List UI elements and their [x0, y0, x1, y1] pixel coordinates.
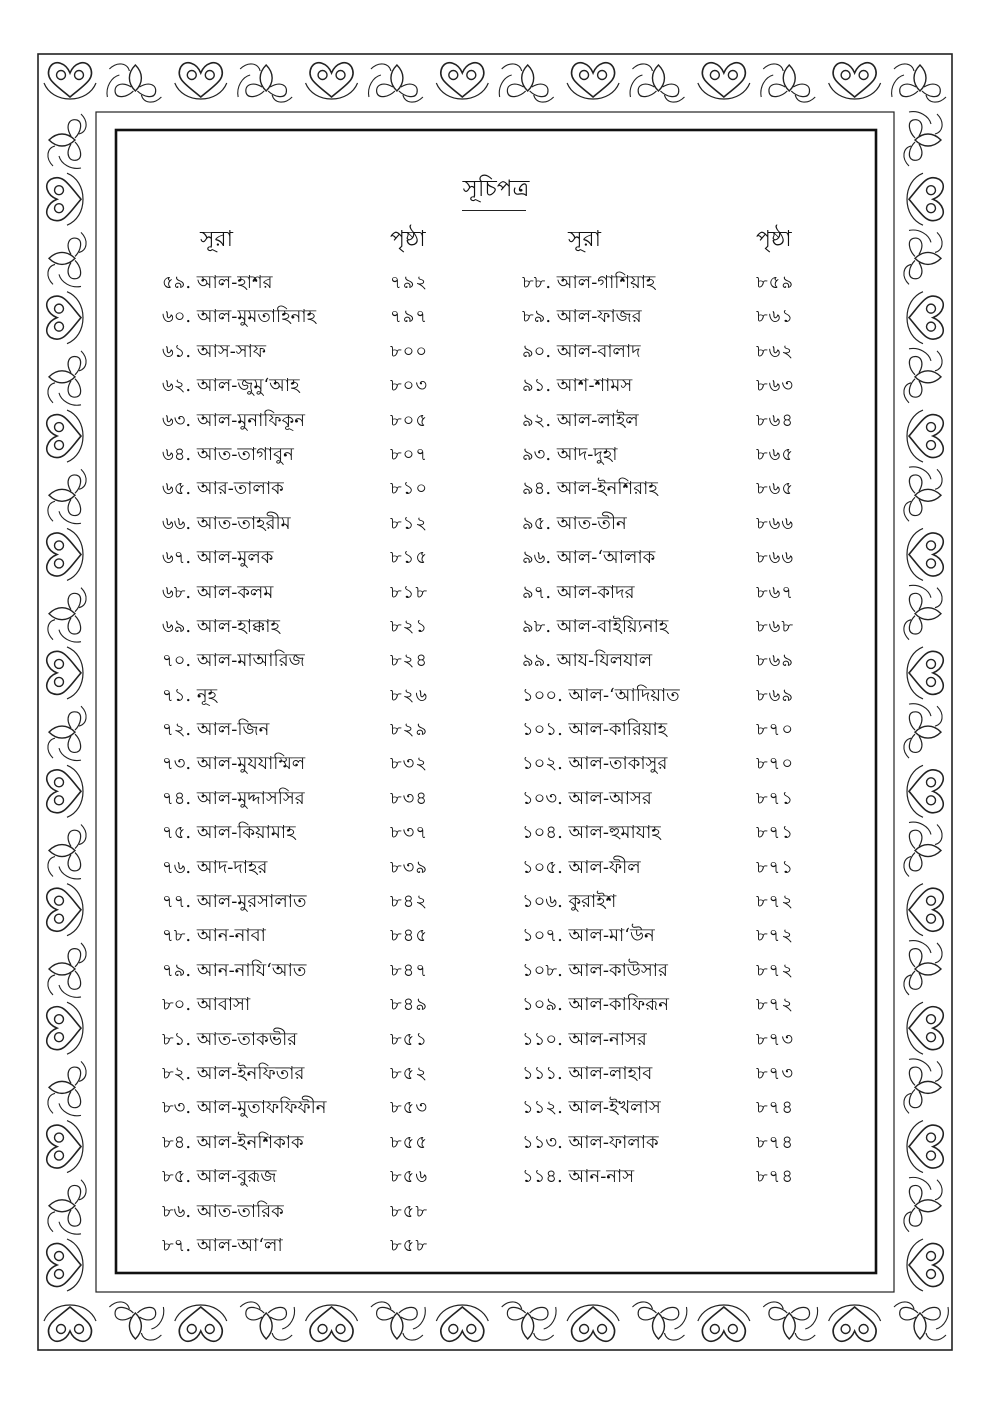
- heart-scroll-ornament: [907, 528, 943, 580]
- toc-entry: [162, 986, 462, 1020]
- sura-name: ৭৩. আল-মুযযাম্মিল: [162, 753, 306, 775]
- sura-name: ৯৬. আল-‘আলাক: [522, 547, 656, 569]
- page-number: ৮৭২: [756, 891, 795, 913]
- toc-entry: [522, 917, 822, 951]
- flower-ornament: [48, 114, 86, 168]
- sura-name: ১১২. আল-ইখলাস: [522, 1097, 661, 1119]
- toc-entry: [522, 1124, 822, 1158]
- sura-name: ৯৯. আয-যিলযাল: [522, 650, 653, 672]
- toc-entry: [162, 608, 462, 642]
- header-sura: সূরা: [568, 227, 602, 252]
- column-header: [522, 218, 822, 264]
- flower-ornament: [630, 64, 684, 102]
- heart-scroll-ornament: [698, 63, 750, 99]
- toc-entry: [522, 814, 822, 848]
- toc-entry: [522, 298, 822, 332]
- flower-ornament: [48, 943, 86, 997]
- toc-entry: [162, 505, 462, 539]
- sura-name: ৯১. আশ-শামস: [522, 375, 633, 397]
- heart-scroll-ornament: [47, 292, 83, 344]
- sura-name: ৭৯. আন-নাযি‘আত: [162, 959, 307, 981]
- toc-entry: [522, 264, 822, 298]
- column-header: [162, 218, 462, 264]
- sura-name: ৭৬. আদ-দাহর: [162, 856, 268, 878]
- page-number: ৮৫৫: [390, 1131, 429, 1153]
- toc-entry: [162, 1193, 462, 1227]
- sura-name: ৯৮. আল-বাইয়্যিনাহ: [522, 615, 669, 637]
- flower-ornament: [904, 941, 942, 995]
- heart-scroll-ornament: [47, 1121, 83, 1173]
- flower-ornament: [240, 1302, 294, 1340]
- page-number: ৮৭০: [756, 753, 795, 775]
- page-number: ৮৫৬: [390, 1166, 429, 1188]
- flower-ornament: [499, 64, 553, 102]
- toc-entry: [162, 1089, 462, 1123]
- heart-scroll-ornament: [47, 765, 83, 817]
- toc-entry: [522, 470, 822, 504]
- flower-ornament: [904, 112, 942, 166]
- heart-scroll-ornament: [907, 647, 943, 699]
- sura-name: ৬১. আস-সাফ: [162, 340, 267, 362]
- heart-scroll-ornament: [567, 63, 619, 99]
- flower-ornament: [892, 64, 946, 102]
- page-number: ৮৬৫: [756, 443, 795, 465]
- page-number: ৮৫৩: [390, 1097, 429, 1119]
- flower-ornament: [904, 704, 942, 758]
- sura-name: ৭১. নূহ: [162, 684, 218, 706]
- flower-ornament: [109, 1302, 163, 1340]
- flower-ornament: [369, 64, 423, 102]
- flower-ornament: [761, 64, 815, 102]
- toc-entry: [522, 436, 822, 470]
- toc-entry: [522, 608, 822, 642]
- flower-ornament: [763, 1302, 817, 1340]
- toc-entry: [522, 402, 822, 436]
- sura-name: ৯৭. আল-কাদর: [522, 581, 635, 603]
- flower-ornament: [48, 232, 86, 286]
- page-number: ৮১২: [390, 512, 429, 534]
- toc-entry: [162, 298, 462, 332]
- page-number: ৮৪৫: [390, 925, 429, 947]
- flower-ornament: [48, 469, 86, 523]
- sura-name: ৬২. আল-জুমু‘আহ: [162, 375, 300, 397]
- toc-entry: [162, 917, 462, 951]
- page-number: ৮৭২: [756, 994, 795, 1016]
- sura-name: ৭৪. আল-মুদ্দাসসির: [162, 787, 305, 809]
- toc-entry: [162, 642, 462, 676]
- toc-entry: [522, 849, 822, 883]
- heart-scroll-ornament: [907, 292, 943, 344]
- toc-entry: [162, 677, 462, 711]
- page-number: ৮৪৭: [390, 959, 429, 981]
- toc-entry: [162, 402, 462, 436]
- sura-name: ১০৬. কুরাইশ: [522, 891, 617, 913]
- toc-entry: [522, 780, 822, 814]
- heart-scroll-ornament: [47, 884, 83, 936]
- heart-scroll-ornament: [47, 1239, 83, 1291]
- sura-name: ৭০. আল-মাআরিজ: [162, 650, 305, 672]
- sura-name: ৮৫. আল-বুরূজ: [162, 1166, 277, 1188]
- header-sura: সূরা: [200, 227, 234, 252]
- header-page: পৃষ্ঠা: [390, 227, 426, 252]
- sura-name: ১০০. আল-‘আদিয়াত: [522, 684, 680, 706]
- sura-name: ১০৪. আল-হুমাযাহ: [522, 822, 661, 844]
- heart-scroll-ornament: [47, 528, 83, 580]
- page-number: ৮১০: [390, 478, 429, 500]
- page-number: ৭৯৭: [390, 306, 429, 328]
- page-number: ৮৬৯: [756, 684, 795, 706]
- page-number: ৮৬৪: [756, 409, 795, 431]
- page-number: ৮৬৩: [756, 375, 795, 397]
- heart-scroll-ornament: [436, 63, 488, 99]
- sura-name: ৮৬. আত-তারিক: [162, 1200, 284, 1222]
- page-number: ৮৬২: [756, 340, 795, 362]
- page-number: ৮৩৯: [390, 856, 429, 878]
- heart-scroll-ornament: [47, 647, 83, 699]
- sura-name: ৭৭. আল-মুরসালাত: [162, 891, 307, 913]
- page-number: ৮২৬: [390, 684, 429, 706]
- flower-ornament: [107, 64, 161, 102]
- toc-entry: [162, 436, 462, 470]
- toc-entry: [522, 711, 822, 745]
- heart-scroll-ornament: [306, 63, 358, 99]
- flower-ornament: [904, 585, 942, 639]
- toc-entry: [162, 1158, 462, 1192]
- flower-ornament: [48, 706, 86, 760]
- heart-scroll-ornament: [907, 410, 943, 462]
- sura-name: ৬০. আল-মুমতাহিনাহ: [162, 306, 317, 328]
- heart-scroll-ornament: [47, 173, 83, 225]
- page-number: ৮৭১: [756, 856, 795, 878]
- sura-name: ৯২. আল-লাইল: [522, 409, 639, 431]
- flower-ornament: [904, 822, 942, 876]
- sura-name: ৮৮. আল-গাশিয়াহ: [522, 272, 656, 293]
- heart-scroll-ornament: [47, 410, 83, 462]
- sura-name: ৬৩. আল-মুনাফিকূন: [162, 409, 305, 431]
- page-number: ৮৩২: [390, 753, 429, 775]
- sura-name: ৮৯. আল-ফাজর: [522, 306, 642, 328]
- toc-entry: [162, 745, 462, 779]
- flower-ornament: [48, 1061, 86, 1115]
- heart-scroll-ornament: [907, 884, 943, 936]
- sura-name: ৫৯. আল-হাশর: [162, 272, 273, 293]
- flower-ornament: [904, 348, 942, 402]
- toc-entry: [522, 1055, 822, 1089]
- toc-entry: [522, 677, 822, 711]
- sura-name: ১০৮. আল-কাউসার: [522, 959, 668, 981]
- sura-name: ৯০. আল-বালাদ: [522, 340, 641, 362]
- page-number: ৮৬৮: [756, 615, 795, 637]
- sura-name: ৭৮. আন-নাবা: [162, 925, 266, 947]
- toc-entry: [522, 952, 822, 986]
- flower-ornament: [48, 588, 86, 642]
- toc-entry: [162, 1124, 462, 1158]
- page-number: ৮৪২: [390, 891, 429, 913]
- sura-name: ১১৩. আল-ফালাক: [522, 1131, 659, 1153]
- flower-ornament: [48, 1180, 86, 1234]
- table-of-contents: [116, 130, 876, 1273]
- heart-scroll-ornament: [829, 1305, 881, 1341]
- page-number: ৮৭২: [756, 959, 795, 981]
- toc-entry: [522, 883, 822, 917]
- page-number: ৮৭৪: [756, 1131, 795, 1153]
- toc-entry: [522, 1158, 822, 1192]
- sura-name: ৮৪. আল-ইনশিকাক: [162, 1131, 304, 1153]
- sura-name: ৮১. আত-তাকভীর: [162, 1028, 298, 1050]
- page-number: ৮২৪: [390, 650, 429, 672]
- page-number: ৮৭৩: [756, 1062, 795, 1084]
- page-number: ৮০০: [390, 340, 429, 362]
- sura-name: ৬৭. আল-মুলক: [162, 547, 274, 569]
- heart-scroll-ornament: [436, 1305, 488, 1341]
- sura-name: ৬৬. আত-তাহরীম: [162, 512, 291, 534]
- flower-ornament: [894, 1302, 948, 1340]
- page-number: ৮৫১: [390, 1028, 429, 1050]
- sura-name: ১০৫. আল-ফীল: [522, 856, 641, 878]
- page-number: ৮৬৬: [756, 512, 795, 534]
- toc-entry: [522, 1021, 822, 1055]
- toc-entry: [162, 952, 462, 986]
- page-number: ৮৬১: [756, 306, 795, 328]
- heart-scroll-ornament: [47, 1002, 83, 1054]
- toc-entry: [522, 986, 822, 1020]
- toc-entry: [162, 1227, 462, 1261]
- toc-entry: [522, 367, 822, 401]
- sura-name: ১০১. আল-কারিয়াহ: [522, 719, 668, 741]
- heart-scroll-ornament: [44, 1305, 96, 1341]
- toc-column-left: [162, 218, 462, 1261]
- toc-entry: [162, 264, 462, 298]
- flower-ornament: [904, 230, 942, 284]
- page-number: ৮৭৪: [756, 1097, 795, 1119]
- heart-scroll-ornament: [907, 1002, 943, 1054]
- toc-entry: [522, 1089, 822, 1123]
- sura-name: ৮০. আবাসা: [162, 994, 251, 1016]
- header-page: পৃষ্ঠা: [756, 227, 792, 252]
- sura-name: ৬৪. আত-তাগাবুন: [162, 443, 294, 465]
- toc-entry: [522, 642, 822, 676]
- heart-scroll-ornament: [829, 63, 881, 99]
- flower-ornament: [238, 64, 292, 102]
- toc-entry: [522, 505, 822, 539]
- heart-scroll-ornament: [907, 1121, 943, 1173]
- page-number: ৭৯২: [390, 272, 429, 293]
- page-number: ৮৩৭: [390, 822, 429, 844]
- flower-ornament: [48, 351, 86, 405]
- sura-name: ৭৫. আল-কিয়ামাহ: [162, 822, 296, 844]
- page-number: ৮৬৭: [756, 581, 795, 603]
- page-number: ৮০৫: [390, 409, 429, 431]
- heart-scroll-ornament: [698, 1305, 750, 1341]
- sura-name: ১১০. আল-নাসর: [522, 1028, 647, 1050]
- heart-scroll-ornament: [907, 765, 943, 817]
- heart-scroll-ornament: [175, 1305, 227, 1341]
- flower-ornament: [904, 467, 942, 521]
- sura-name: ৯৪. আল-ইনশিরাহ: [522, 478, 658, 500]
- page-number: ৮৫২: [390, 1062, 429, 1084]
- toc-entry: [162, 780, 462, 814]
- sura-name: ৭২. আল-জিন: [162, 719, 270, 741]
- toc-entry: [162, 1055, 462, 1089]
- page-number: ৮৬৯: [756, 650, 795, 672]
- toc-entry: [162, 883, 462, 917]
- page-number: ৮৬৫: [756, 478, 795, 500]
- heart-scroll-ornament: [44, 63, 96, 99]
- sura-name: ৬৮. আল-কলম: [162, 581, 274, 603]
- page-number: ৮৫৮: [390, 1234, 429, 1256]
- flower-ornament: [371, 1302, 425, 1340]
- toc-entry: [522, 333, 822, 367]
- page-number: ৮৭০: [756, 719, 795, 741]
- toc-entry: [162, 1021, 462, 1055]
- page-number: ৮৫৮: [390, 1200, 429, 1222]
- toc-title: সূচিপত্র: [462, 176, 530, 202]
- flower-ornament: [632, 1302, 686, 1340]
- flower-ornament: [904, 1177, 942, 1231]
- toc-entry: [522, 574, 822, 608]
- page-number: ৮৭৪: [756, 1166, 795, 1188]
- sura-name: ৬৫. আর-তালাক: [162, 478, 284, 500]
- sura-name: ৬৯. আল-হাক্কাহ: [162, 615, 280, 637]
- sura-name: ৮৩. আল-মুতাফফিফীন: [162, 1097, 327, 1119]
- sura-name: ৯৩. আদ-দুহা: [522, 443, 618, 465]
- toc-entry: [522, 539, 822, 573]
- heart-scroll-ornament: [907, 173, 943, 225]
- sura-name: ১০৯. আল-কাফিরূন: [522, 994, 669, 1016]
- flower-ornament: [502, 1302, 556, 1340]
- sura-name: ৮২. আল-ইনফিতার: [162, 1062, 305, 1084]
- sura-name: ৯৫. আত-তীন: [522, 512, 627, 534]
- heart-scroll-ornament: [907, 1239, 943, 1291]
- sura-name: ১১১. আল-লাহাব: [522, 1062, 653, 1084]
- page-number: ৮২৯: [390, 719, 429, 741]
- sura-name: ১১৪. আন-নাস: [522, 1166, 635, 1188]
- page-number: ৮৫৯: [756, 272, 795, 293]
- heart-scroll-ornament: [567, 1305, 619, 1341]
- title-underline: [462, 210, 526, 211]
- page-number: ৮০৩: [390, 375, 429, 397]
- sura-name: ১০২. আল-তাকাসুর: [522, 753, 668, 775]
- page-number: ৮৪৯: [390, 994, 429, 1016]
- toc-entry: [162, 367, 462, 401]
- page-number: ৮১৫: [390, 547, 429, 569]
- page-number: ৮০৭: [390, 443, 429, 465]
- toc-entry: [162, 539, 462, 573]
- toc-column-right: [522, 218, 822, 1193]
- page-number: ৮৭১: [756, 822, 795, 844]
- sura-name: ১০৩. আল-আসর: [522, 787, 652, 809]
- page-number: ৮২১: [390, 615, 429, 637]
- toc-entry: [162, 574, 462, 608]
- flower-ornament: [48, 825, 86, 879]
- heart-scroll-ornament: [175, 63, 227, 99]
- toc-entry: [162, 711, 462, 745]
- sura-name: ৮৭. আল-আ‘লা: [162, 1234, 283, 1256]
- page-number: ৮৭৩: [756, 1028, 795, 1050]
- flower-ornament: [904, 1059, 942, 1113]
- sura-name: ১০৭. আল-মা‘উন: [522, 925, 655, 947]
- page-number: ৮৩৪: [390, 787, 429, 809]
- page-number: ৮৬৬: [756, 547, 795, 569]
- toc-entry: [162, 333, 462, 367]
- toc-entry: [522, 745, 822, 779]
- toc-entry: [162, 814, 462, 848]
- page-number: ৮৭১: [756, 787, 795, 809]
- toc-entry: [162, 470, 462, 504]
- page-number: ৮৭২: [756, 925, 795, 947]
- page-number: ৮১৮: [390, 581, 429, 603]
- toc-entry: [162, 849, 462, 883]
- heart-scroll-ornament: [306, 1305, 358, 1341]
